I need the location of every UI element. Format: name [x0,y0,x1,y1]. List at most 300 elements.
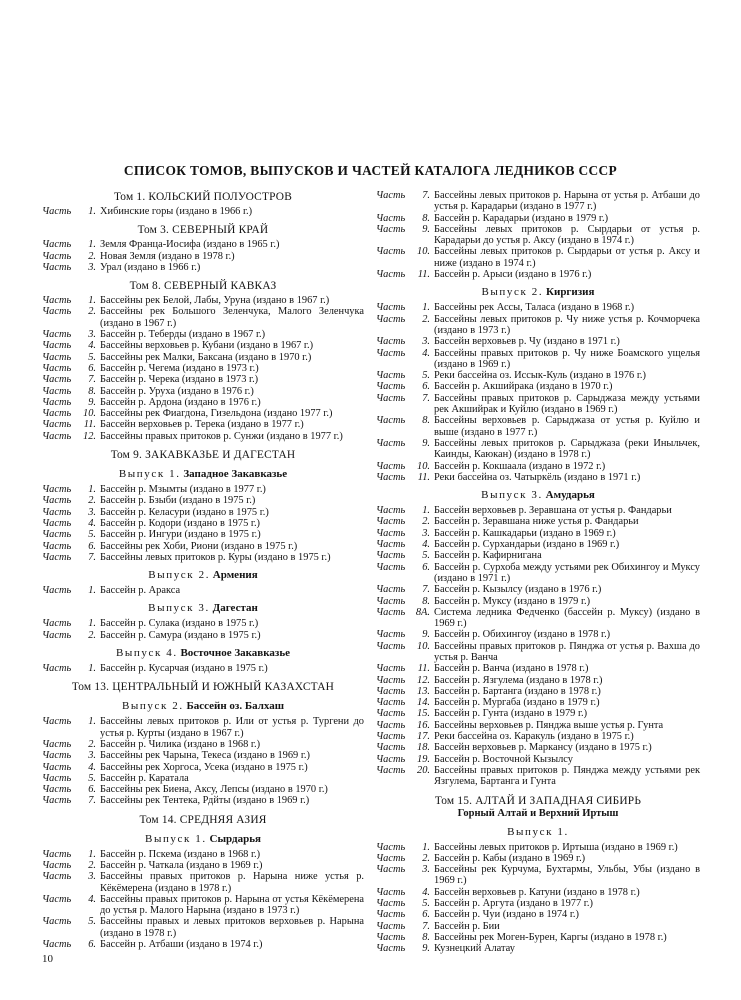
catalog-part-entry [376,461,700,472]
part-description: Бассейн р. Бзыби (издано в 1975 г.) [100,495,256,507]
catalog-part-entry [42,739,364,750]
catalog-part-entry [376,909,700,920]
part-number: 4. [422,539,430,551]
part-description: Бассейн р. Зеравшана ниже устья р. Фандарьи [434,516,639,528]
part-label: Часть [42,916,72,928]
part-description: Бассейны левых притоков р. Нарына от устья р. Атбаши до устья р. Карадарьи (издано в 1977 г.) [434,190,700,213]
catalog-part-entry [42,618,364,629]
catalog-part-entry [376,314,700,337]
part-number: 3. [422,527,430,539]
part-label: Часть [376,886,406,898]
part-label: Часть [376,460,406,472]
issue-region: Армения [212,569,258,582]
catalog-part-entry [42,363,364,374]
part-label: Часть [42,495,72,507]
part-label: Часть [42,529,72,541]
part-description: Реки бассейна оз. Каракуль (издано в 1975 г.) [434,731,634,743]
catalog-part-entry [42,239,364,250]
part-description: Бассейны левых притоков р. Чу ниже устья р. Кочморчека (издано в 1973 г.) [434,313,700,336]
part-description: Бассейн р. Кокшаала (издано в 1972 г.) [434,460,606,472]
issue-heading [376,825,700,839]
catalog-part-entry [42,397,364,408]
volume-heading: Том 9. ЗАКАВКАЗЬЕ И ДАГЕСТАН [110,449,296,462]
part-number: 16. [417,719,430,731]
issue-region: Амударья [545,489,595,502]
issue-region: Западное Закавказье [183,468,288,481]
part-number: 6. [422,561,430,573]
part-description: Бассейны рек Моген-Бурен, Каргы (издано в 1978 г.) [434,931,667,943]
part-number: 4. [422,886,430,898]
part-description: Бассейн р. Кодори (издано в 1975 г.) [100,517,261,529]
part-label: Часть [376,606,406,618]
part-description: Бассейны верховьев р. Сарыджаза от устья р. Куйлю и выше (издано в 1977 г.) [434,415,700,438]
part-description: Бассейн р. Бии [434,920,500,932]
catalog-part-entry [376,697,700,708]
part-number: 2. [88,495,96,507]
catalog-part-entry [376,224,700,247]
part-description: Бассейны рек Малки, Баксана (издано в 1970 г.) [100,351,312,363]
part-description: Бассейны правых притоков р. Чу ниже Боамского ущелья (издано в 1969 г.) [434,347,700,370]
part-number: 4. [422,347,430,359]
part-label: Часть [376,336,406,348]
catalog-part-entry [376,898,700,909]
part-label: Часть [376,697,406,709]
part-number: 6. [422,381,430,393]
page-title: СПИСОК ТОМОВ, ВЫПУСКОВ И ЧАСТЕЙ КАТАЛОГА ЛЕДНИКОВ СССР [123,163,618,178]
part-label: Часть [376,212,406,224]
part-number: 3. [88,871,96,883]
part-description: Бассейн р. Теберды (издано в 1967 г.) [100,329,266,341]
part-description: Реки бассейна оз. Иссык-Куль (издано в 1976 г.) [434,370,646,382]
catalog-part-entry [42,849,364,860]
part-label: Часть [376,269,406,281]
part-label: Часть [376,852,406,864]
part-label: Часть [376,550,406,562]
catalog-part-entry [376,932,700,943]
part-number: 3. [88,506,96,518]
part-description: Бассейны левых притоков р. Иртыша (издано в 1969 г.) [434,841,678,853]
part-description: Бассейн р. Кабы (издано в 1969 г.) [434,852,586,864]
page-number: 10 [42,953,53,965]
part-label: Часть [42,340,72,352]
part-number: 1. [88,618,96,630]
part-number: 3. [88,261,96,273]
catalog-part-entry [42,860,364,871]
catalog-part-entry [42,795,364,806]
part-description: Бассейн р. Ингури (издано в 1975 г.) [100,529,261,541]
part-label: Часть [376,719,406,731]
part-number: 2. [88,629,96,641]
part-label: Часть [376,898,406,910]
part-label: Часть [42,761,72,773]
catalog-part-entry [42,386,364,397]
part-label: Часть [376,584,406,596]
part-label: Часть [42,261,72,273]
catalog-part-entry [376,887,700,898]
catalog-part-entry [376,393,700,416]
part-number: 2. [88,859,96,871]
part-number: 17. [417,731,430,743]
part-description: Бассейн р. Чуи (издано в 1974 г.) [434,909,579,921]
catalog-part-entry [376,370,700,381]
part-label: Часть [42,585,72,597]
part-description: Бассейн р. Обихингоу (издано в 1978 г.) [434,629,611,641]
catalog-part-entry [42,419,364,430]
catalog-part-entry [376,516,700,527]
part-number: 7. [422,920,430,932]
issue-number: Выпуск 4. [115,647,178,660]
part-label: Часть [42,206,72,217]
issue-region: Киргизия [546,286,595,299]
part-number: 7. [422,392,430,404]
catalog-part-entry [376,213,700,224]
catalog-part-entry [42,484,364,495]
issue-heading [376,285,700,299]
part-label: Часть [42,239,72,251]
part-description: Бассейны рек Хоргоса, Усека (издано в 1975 г.) [100,761,308,773]
catalog-part-entry [376,754,700,765]
part-label: Часть [42,396,72,408]
part-description: Бассейны верховьев р. Пянджа выше устья р. Гунта [434,719,664,731]
catalog-part-entry [376,246,700,269]
part-label: Часть [42,408,72,420]
part-label: Часть [376,640,406,652]
part-label: Часть [42,939,72,951]
part-number: 2. [88,306,96,318]
issue-number: Выпуск 1. [118,468,181,481]
part-number: 1. [422,505,430,517]
part-description: Бассейн р. Гунта (издано в 1979 г.) [434,708,588,720]
part-description: Бассейн р. Ардона (издано в 1976 г.) [100,396,261,408]
part-label: Часть [42,750,72,762]
part-label: Часть [42,419,72,431]
issue-heading [42,568,364,582]
part-description: Бассейны левых притоков р. Сарыджаза (реки Иныльчек, Каинды, Каюкан) (издано в 1978 г.) [434,437,700,461]
part-description: Бассейн р. Пскема (издано в 1968 г.) [100,848,261,860]
part-description: Бассейн р. Мургаба (издано в 1979 г.) [434,697,600,709]
part-number: 6. [88,939,96,951]
part-number: 15. [417,708,430,720]
part-description: Бассейны рек Фиагдона, Гизельдона (издано 1977 г.) [100,408,333,420]
part-number: 11. [417,471,430,483]
part-label: Часть [376,685,406,697]
catalog-part-entry [42,762,364,773]
part-number: 6. [88,540,96,552]
catalog-part-entry [42,541,364,552]
catalog-part-entry [376,539,700,550]
volume-heading: Том 3. СЕВЕРНЫЙ КРАЙ [137,224,269,237]
part-number: 13. [417,685,430,697]
part-label: Часть [42,351,72,363]
part-label: Часть [376,347,406,359]
part-description: Бассейны правых притоков р. Сарыджаза между устьями рек Акшийрак и Куйлю (издано в 1969 г.) [434,392,700,416]
part-number: 2. [422,516,430,528]
part-description: Бассейны правых притоков р. Пянджа от устья р. Вахша до устья р. Ванча [434,640,700,663]
part-number: 7. [88,374,96,386]
catalog-part-entry [376,742,700,753]
part-label: Часть [42,540,72,552]
catalog-part-entry [376,853,700,864]
issue-heading [42,601,364,615]
part-description: Бассейны рек Чарына, Текеса (издано в 1969 г.) [100,750,310,762]
part-description: Бассейн р. Чегема (издано в 1973 г.) [100,362,259,374]
part-number: 14. [417,697,430,709]
part-description: Бассейны рек Тентека, Рдйты (издано в 1969 г.) [100,795,310,807]
catalog-part-entry [376,302,700,313]
part-label: Часть [42,859,72,871]
part-number: 19. [417,753,430,765]
catalog-part-entry [42,251,364,262]
part-label: Часть [376,370,406,382]
issue-heading [42,467,364,481]
part-description: Бассейн р. Сурхандарьи (издано в 1969 г.) [434,539,620,551]
part-description: Бассейн р. Каратала [100,772,189,784]
part-number: 20. [417,764,430,776]
part-label: Часть [376,223,406,235]
catalog-part-entry [42,295,364,306]
part-description: Бассейн верховьев р. Терека (издано в 1977 г.) [100,419,304,431]
part-number: 1. [88,716,96,728]
issue-heading [42,699,364,713]
part-label: Часть [376,381,406,393]
volume-heading: Том 14. СРЕДНЯЯ АЗИЯ [139,813,267,826]
part-number: 1. [88,484,96,496]
catalog-part-entry [42,518,364,529]
part-number: 5. [88,351,96,363]
part-description: Бассейны левых притоков р. Или от устья р. Тургени до устья р. Курты (издано в 1967 г.) [100,716,364,739]
part-label: Часть [376,841,406,853]
catalog-part-entry [42,408,364,419]
part-description: Бассейны рек Белой, Лабы, Уруна (издано в 1967 г.) [100,295,330,307]
part-label: Часть [42,385,72,397]
part-number: 4. [88,517,96,529]
part-label: Часть [42,784,72,796]
catalog-part-entry [376,528,700,539]
part-description: Реки бассейна оз. Чатыркёль (издано в 1971 г.) [434,471,641,483]
catalog-part-entry [42,340,364,351]
part-number: 1. [88,239,96,251]
part-number: 7. [88,795,96,807]
issue-region: Бассейн оз. Балхаш [186,700,285,713]
catalog-part-entry [42,206,364,217]
part-number: 5. [422,550,430,562]
part-number: 5. [88,772,96,784]
catalog-part-entry [42,663,364,674]
catalog-part-entry [376,584,700,595]
part-number: 8. [422,931,430,943]
catalog-part-entry [42,871,364,894]
part-label: Часть [42,716,72,728]
catalog-part-entry [376,415,700,438]
part-label: Часть [376,943,406,955]
part-label: Часть [42,306,72,318]
part-description: Урал (издано в 1966 г.) [100,261,201,273]
part-description: Бассейн р. Кызылсу (издано в 1976 г.) [434,584,602,596]
part-number: 4. [88,761,96,773]
part-label: Часть [376,864,406,876]
catalog-part-entry [376,381,700,392]
part-label: Часть [376,742,406,754]
part-number: 8А. [415,606,430,618]
part-label: Часть [376,415,406,427]
part-description: Бассейн р. Чаткала (издано в 1969 г.) [100,859,263,871]
issue-region: Восточное Закавказье [180,647,291,660]
catalog-part-entry [42,894,364,917]
catalog-part-entry [376,842,700,853]
part-number: 11. [417,663,430,675]
catalog-part-entry [376,438,700,461]
part-number: 10. [417,640,430,652]
part-number: 12. [83,430,96,442]
catalog-part-entry [42,529,364,540]
part-number: 1. [88,585,96,597]
part-label: Часть [376,437,406,449]
catalog-part-entry [42,507,364,518]
volume-heading: Том 1. КОЛЬСКИЙ ПОЛУОСТРОВ [114,191,292,203]
catalog-part-entry [42,585,364,596]
part-number: 3. [88,329,96,341]
part-label: Часть [42,329,72,341]
part-number: 8. [422,415,430,427]
catalog-part-entry [42,716,364,739]
part-number: 10. [417,246,430,258]
issue-number: Выпуск 3. [481,489,543,502]
part-number: 10. [83,408,96,420]
part-description: Новая Земля (издано в 1978 г.) [100,250,235,262]
issue-number: Выпуск 1. [145,832,207,845]
part-label: Часть [42,663,72,675]
part-description: Бассейн верховьев р. Катуни (издано в 1978 г.) [434,886,640,898]
part-description: Бассейн р. Кусарчая (издано в 1975 г.) [100,663,268,675]
catalog-part-entry [42,784,364,795]
part-description: Бассейн р. Муксу (издано в 1979 г.) [434,595,591,607]
catalog-part-entry [376,675,700,686]
part-label: Часть [42,551,72,563]
part-number: 1. [422,841,430,853]
issue-region: Сырдарья [209,832,261,845]
volume-subheading: Горный Алтай и Верхний Иртыш [457,807,619,819]
part-label: Часть [42,250,72,262]
part-number: 7. [422,584,430,596]
part-description: Бассейн р. Келасури (издано в 1975 г.) [100,506,269,518]
part-description: Бассейны рек Ассы, Таласа (издано в 1968 г.) [434,302,635,314]
part-label: Часть [42,738,72,750]
part-number: 10. [417,460,430,472]
issue-region: Дагестан [212,602,258,615]
part-number: 9. [88,396,96,408]
part-description: Бассейны правых притоков р. Сунжи (издано в 1977 г.) [100,430,343,442]
part-description: Бассейн р. Акшийрака (издано в 1970 г.) [434,381,613,393]
part-description: Бассейн р. Черека (издано в 1973 г.) [100,374,259,386]
part-number: 8. [88,385,96,397]
part-number: 2. [422,313,430,325]
catalog-part-entry [376,864,700,887]
part-number: 4. [88,893,96,905]
part-number: 5. [88,529,96,541]
catalog-part-entry [376,505,700,516]
part-label: Часть [42,871,72,883]
part-number: 1. [422,302,430,314]
part-label: Часть [376,471,406,483]
part-label: Часть [42,618,72,630]
part-label: Часть [376,246,406,258]
part-number: 18. [417,742,430,754]
issue-number: Выпуск 2. [481,286,544,299]
part-description: Кузнецкий Алатау [434,943,515,955]
part-number: 7. [422,190,430,201]
part-description: Бассейн р. Карадарьи (издано в 1979 г.) [434,212,609,224]
part-label: Часть [42,629,72,641]
part-label: Часть [376,753,406,765]
part-description: Бассейн р. Атбаши (издано в 1974 г.) [100,939,263,951]
part-description: Бассейн верховьев р. Зеравшана от устья р. Фандарьи [434,505,672,517]
part-description: Бассейн р. Арыси (издано в 1976 г.) [434,269,592,281]
part-number: 11. [83,419,96,431]
part-description: Бассейн верховьев р. Маркансу (издано в 1975 г.) [434,742,652,754]
part-description: Бассейн р. Восточной Кызылсу [434,753,573,765]
part-description: Бассейны рек Хоби, Риони (издано в 1975 г.) [100,540,298,552]
issue-number: Выпуск 2. [121,700,184,713]
part-label: Часть [376,764,406,776]
volume-heading: Том 15. АЛТАЙ И ЗАПАДНАЯ СИБИРЬ [434,794,642,807]
part-number: 2. [88,738,96,750]
part-number: 3. [88,750,96,762]
catalog-part-entry [376,641,700,664]
part-label: Часть [376,527,406,539]
part-number: 1. [88,663,96,675]
catalog-part-entry [376,943,700,954]
part-number: 8. [422,595,430,607]
catalog-part-entry [376,336,700,347]
catalog-part-entry [376,596,700,607]
part-label: Часть [376,302,406,314]
catalog-part-entry [42,939,364,950]
part-label: Часть [376,561,406,573]
issue-number: Выпуск 1. [507,825,569,838]
part-label: Часть [376,505,406,517]
part-description: Хибинские горы (издано в 1966 г.) [100,206,253,217]
part-label: Часть [376,663,406,675]
part-description: Бассейн р. Аракса [100,585,181,597]
part-number: 6. [88,362,96,374]
part-label: Часть [376,920,406,932]
catalog-part-entry [42,306,364,329]
part-label: Часть [42,795,72,807]
part-label: Часть [42,484,72,496]
part-number: 3. [422,864,430,876]
part-description: Бассейн р. Аргута (издано в 1977 г.) [434,898,593,910]
part-number: 7. [88,551,96,563]
part-description: Бассейн р. Язгулема (издано в 1978 г.) [434,674,603,686]
part-number: 5. [422,370,430,382]
part-description: Бассейны правых притоков р. Нарына от устья Кёкёмерена до устья р. Малого Нарына (издано в 1973 г.) [100,893,364,917]
part-label: Часть [42,772,72,784]
part-label: Часть [376,190,406,201]
part-description: Бассейн р. Уруха (издано в 1976 г.) [100,385,254,397]
catalog-part-entry [376,472,700,483]
part-description: Бассейн р. Бартанга (издано в 1978 г.) [434,685,601,697]
catalog-part-entry [376,686,700,697]
catalog-part-entry [376,269,700,280]
part-description: Бассейны левых притоков р. Сырдарьи от устья р. Карадарьи до устья р. Аксу (издано в 1974 г.) [434,223,700,247]
part-description: Бассейн р. Кашкадарьи (издано в 1969 г.) [434,527,616,539]
catalog-part-entry [42,329,364,340]
part-number: 9. [422,437,430,449]
part-description: Бассейны левых притоков р. Сырдарьи от устья р. Аксу и ниже (издано в 1974 г.) [434,246,700,269]
part-label: Часть [42,517,72,529]
catalog-part-entry [376,663,700,674]
part-description: Земля Франца-Иосифа (издано в 1965 г.) [100,239,280,251]
